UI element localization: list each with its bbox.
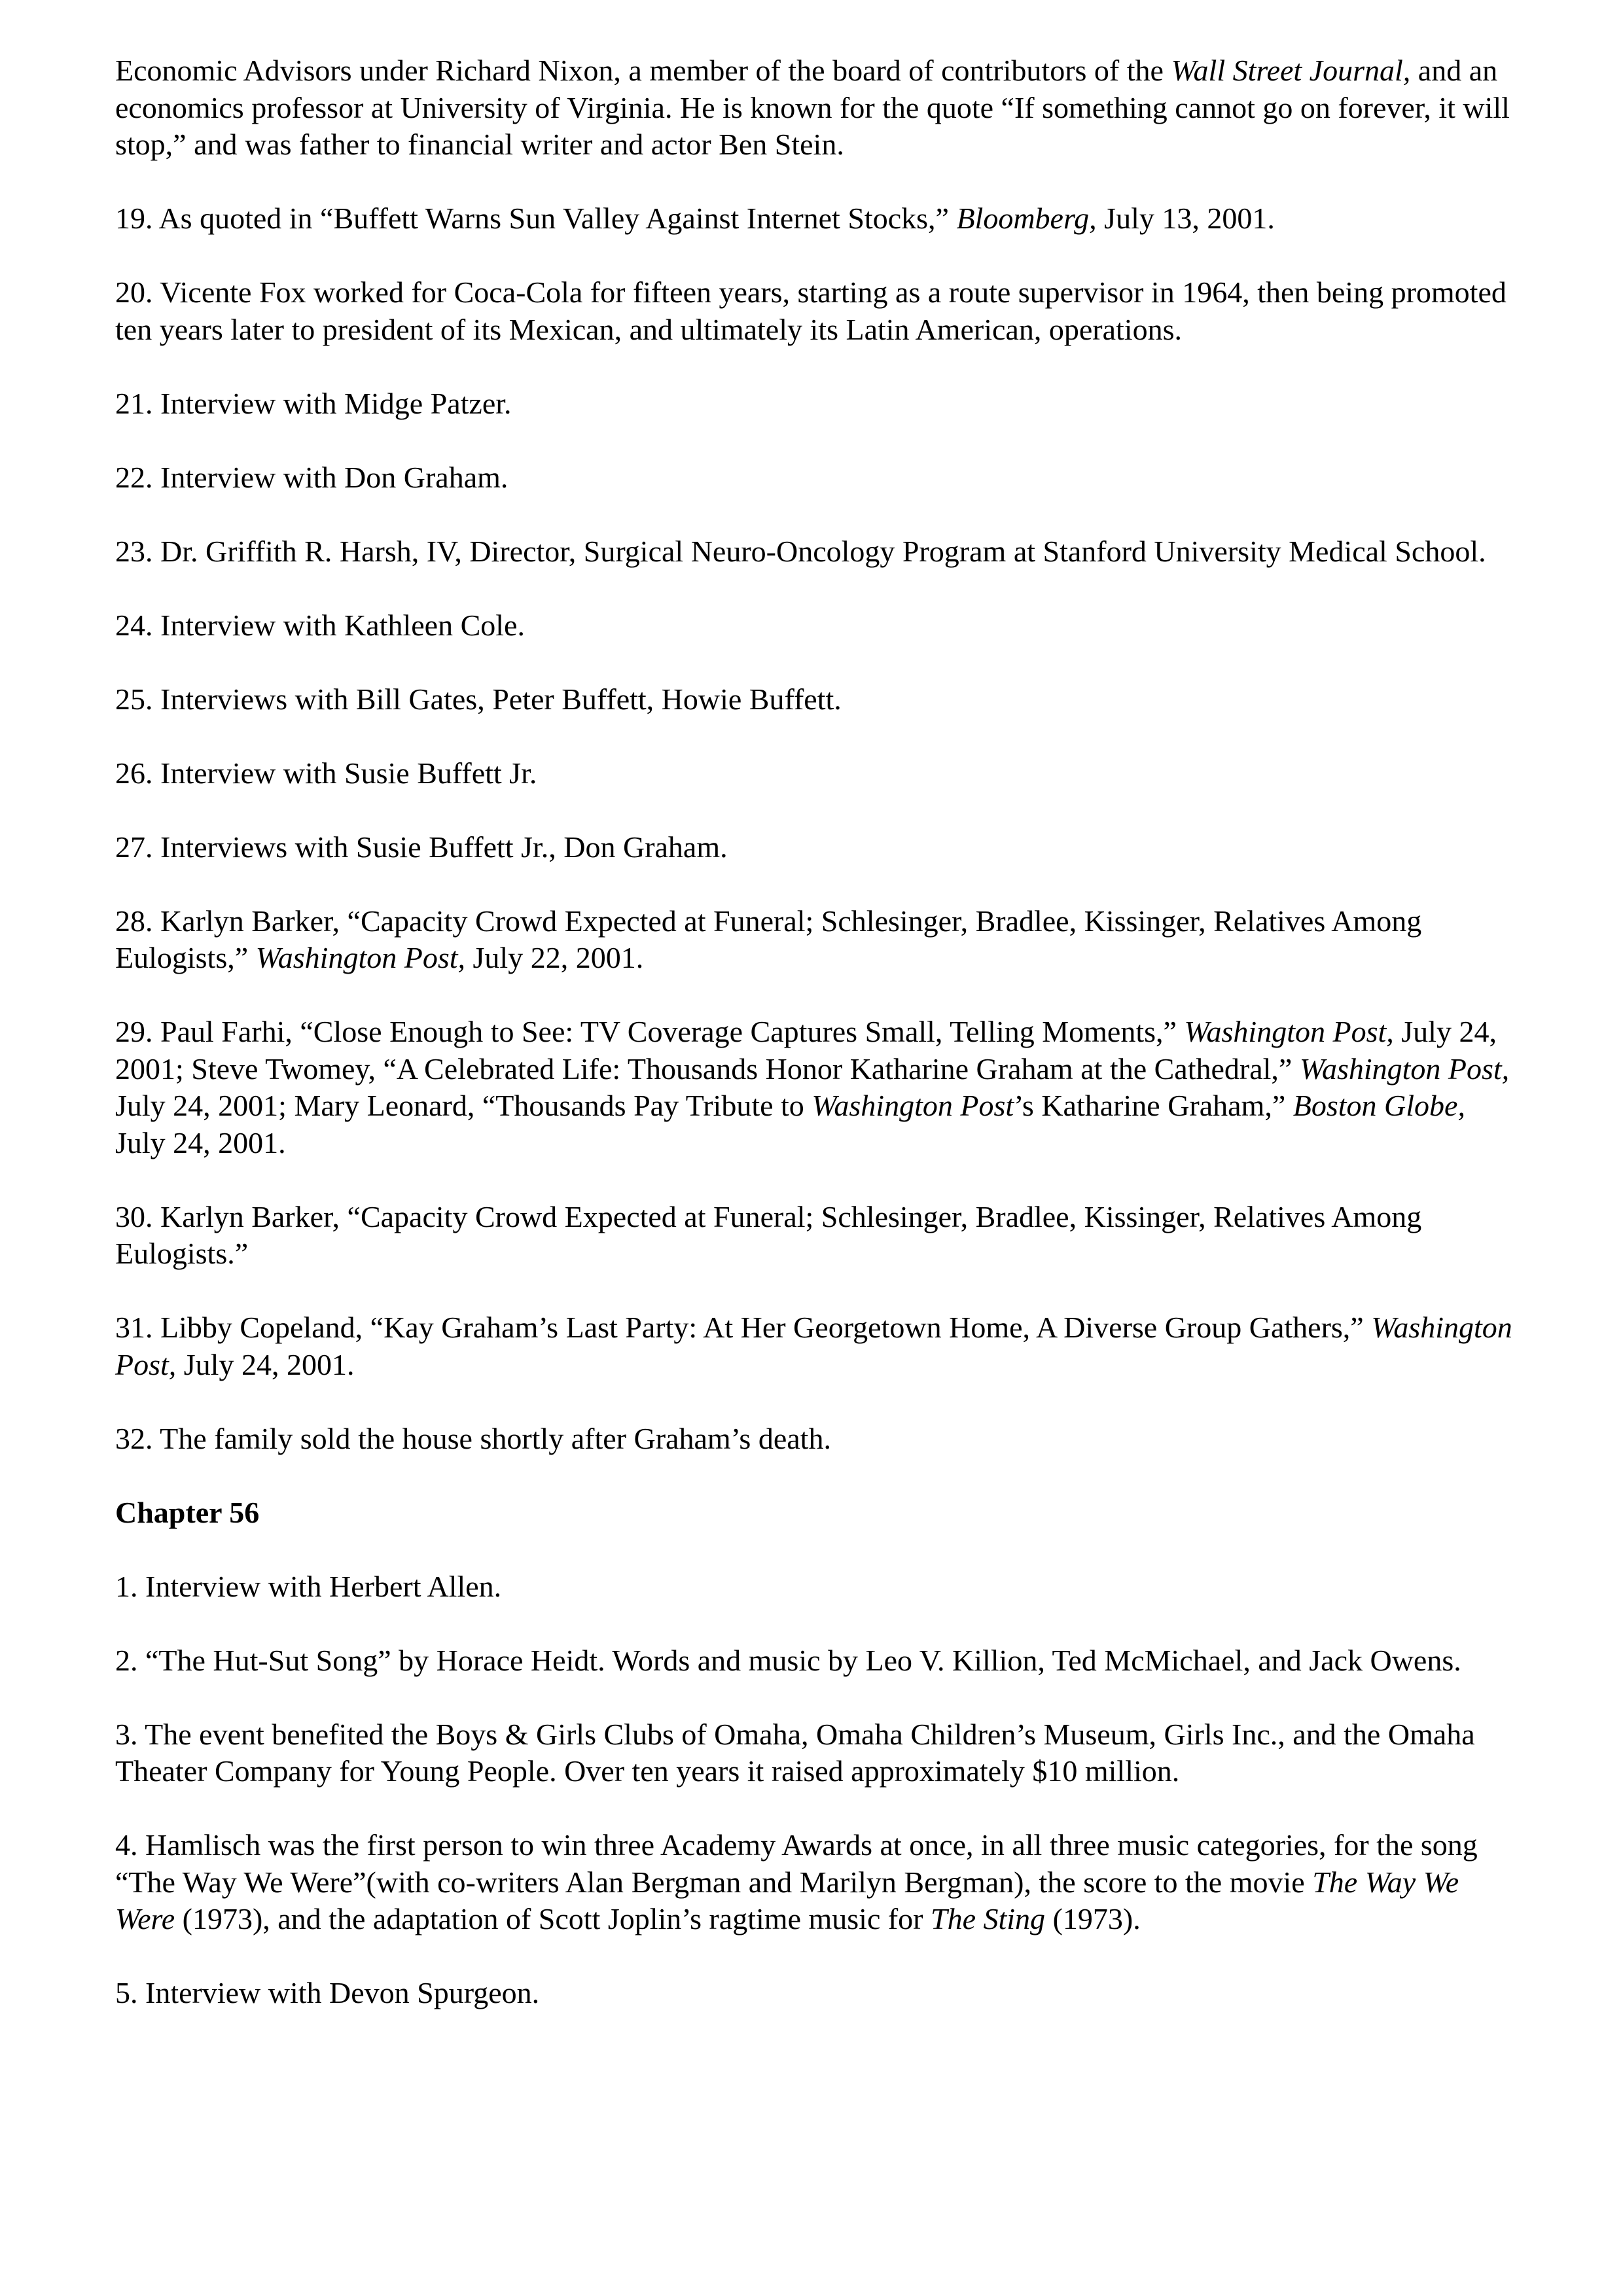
italic-title: The Sting bbox=[931, 1902, 1046, 1935]
italic-title: Wall Street Journal, bbox=[1171, 54, 1411, 87]
endnote-n27 bbox=[115, 829, 1522, 866]
endnotes-list bbox=[115, 52, 1522, 1457]
italic-title: Washington Post, bbox=[255, 941, 466, 974]
note-text: 1. Interview with Herbert Allen. bbox=[115, 1569, 502, 1603]
note-text: (1973), and the adaptation of Scott Joplin’s ragtime music for bbox=[175, 1902, 931, 1935]
endnote-c56-3 bbox=[115, 1716, 1522, 1790]
note-text: 27. Interviews with Susie Buffett Jr., Don Graham. bbox=[115, 830, 728, 864]
italic-title: Washington Post, bbox=[115, 1311, 1512, 1381]
note-text: 30. Karlyn Barker, “Capacity Crowd Expected at Funeral; Schlesinger, Bradlee, Kissinger, Relatives Among Eulogists.” bbox=[115, 1199, 1422, 1270]
endnote-n22 bbox=[115, 459, 1522, 497]
note-text: Economic Advisors under Richard Nixon, a member of the board of contributors of the bbox=[115, 54, 1171, 87]
italic-title: Boston Globe, bbox=[1293, 1089, 1465, 1122]
chapter-heading: Chapter 56 bbox=[115, 1495, 260, 1529]
note-text: 2. “The Hut-Sut Song” by Horace Heidt. Words and music by Leo V. Killion, Ted McMichael, and Jack Owens. bbox=[115, 1643, 1461, 1677]
note-text: 3. The event benefited the Boys & Girls Clubs of Omaha, Omaha Children’s Museum, Girls Inc., and the Omaha Theater Company for Young People. Over ten years it raised approximately $10 million. bbox=[115, 1717, 1475, 1788]
note-text: July 24, 2001; Mary Leonard, “Thousands Pay Tribute to bbox=[115, 1089, 812, 1122]
endnote-n28 bbox=[115, 903, 1522, 977]
note-text: 19. As quoted in “Buffett Warns Sun Valley Against Internet Stocks,” bbox=[115, 202, 957, 235]
chapter-notes-list bbox=[115, 1568, 1522, 2012]
note-text: 24. Interview with Kathleen Cole. bbox=[115, 608, 525, 642]
note-text: ’s Katharine Graham,” bbox=[1014, 1089, 1293, 1122]
note-text: July 13, 2001. bbox=[1096, 202, 1275, 235]
endnote-n20 bbox=[115, 274, 1522, 348]
endnote-p18-cont bbox=[115, 52, 1522, 164]
note-text: 23. Dr. Griffith R. Harsh, IV, Director, Surgical Neuro-Oncology Program at Stanford University Medical School. bbox=[115, 534, 1486, 568]
note-text: and an economics professor at University of Virginia. He is known for the quote “If something cannot go on forever, it will stop,” and was father to financial writer and actor Ben Stein. bbox=[115, 54, 1510, 161]
endnote-n19 bbox=[115, 200, 1522, 238]
italic-title: Washington Post, bbox=[1184, 1015, 1394, 1048]
endnote-n23 bbox=[115, 533, 1522, 571]
note-text: 32. The family sold the house shortly after Graham’s death. bbox=[115, 1421, 831, 1455]
endnote-n25 bbox=[115, 681, 1522, 718]
note-text: 5. Interview with Devon Spurgeon. bbox=[115, 1976, 540, 2009]
endnote-n29 bbox=[115, 1014, 1522, 1161]
note-text: 21. Interview with Midge Patzer. bbox=[115, 386, 512, 420]
endnote-c56-4 bbox=[115, 1827, 1522, 1938]
note-text: 4. Hamlisch was the first person to win three Academy Awards at once, in all three music categories, for the song “The Way We Were”(with co-writers Alan Bergman and Marilyn Bergman), the score to the movie bbox=[115, 1828, 1478, 1899]
endnote-n30 bbox=[115, 1199, 1522, 1273]
endnote-n24 bbox=[115, 607, 1522, 645]
document-page bbox=[115, 52, 1522, 2049]
endnote-n31 bbox=[115, 1309, 1522, 1383]
italic-title: Washington Post, bbox=[1299, 1051, 1510, 1086]
italic-title: Washington Post bbox=[812, 1089, 1014, 1122]
endnote-n32 bbox=[115, 1421, 1522, 1458]
note-text: July 24, 2001; Steve Twomey, “A Celebrated Life: Thousands Honor Katharine Graham at the Cathedral,” bbox=[115, 1015, 1497, 1086]
note-text: July 24, 2001. bbox=[115, 1125, 286, 1159]
note-text: 20. Vicente Fox worked for Coca-Cola for fifteen years, starting as a route supervisor in 1964, then being promoted ten years later to president of its Mexican, and ultimately its Latin American, operations. bbox=[115, 275, 1507, 346]
note-text: July 24, 2001. bbox=[176, 1347, 355, 1381]
note-text: 25. Interviews with Bill Gates, Peter Buffett, Howie Buffett. bbox=[115, 682, 842, 716]
endnote-n26 bbox=[115, 755, 1522, 792]
note-text: 29. Paul Farhi, “Close Enough to See: TV Coverage Captures Small, Telling Moments,” bbox=[115, 1015, 1185, 1048]
note-text: 22. Interview with Don Graham. bbox=[115, 460, 508, 494]
endnote-n21 bbox=[115, 385, 1522, 423]
note-text: 31. Libby Copeland, “Kay Graham’s Last Party: At Her Georgetown Home, A Diverse Group Gathers,” bbox=[115, 1311, 1372, 1344]
endnote-c56-5 bbox=[115, 1975, 1522, 2012]
note-text: (1973). bbox=[1045, 1902, 1141, 1935]
endnote-c56-2 bbox=[115, 1642, 1522, 1680]
note-text: 28. Karlyn Barker, “Capacity Crowd Expected at Funeral; Schlesinger, Bradlee, Kissinger, Relatives Among Eulogists,” bbox=[115, 904, 1422, 974]
endnote-c56-1 bbox=[115, 1568, 1522, 1606]
note-text: 26. Interview with Susie Buffett Jr. bbox=[115, 756, 537, 790]
italic-title: Bloomberg, bbox=[956, 202, 1097, 235]
italic-title: The Way We Were bbox=[115, 1865, 1459, 1935]
note-text: July 22, 2001. bbox=[465, 941, 644, 974]
